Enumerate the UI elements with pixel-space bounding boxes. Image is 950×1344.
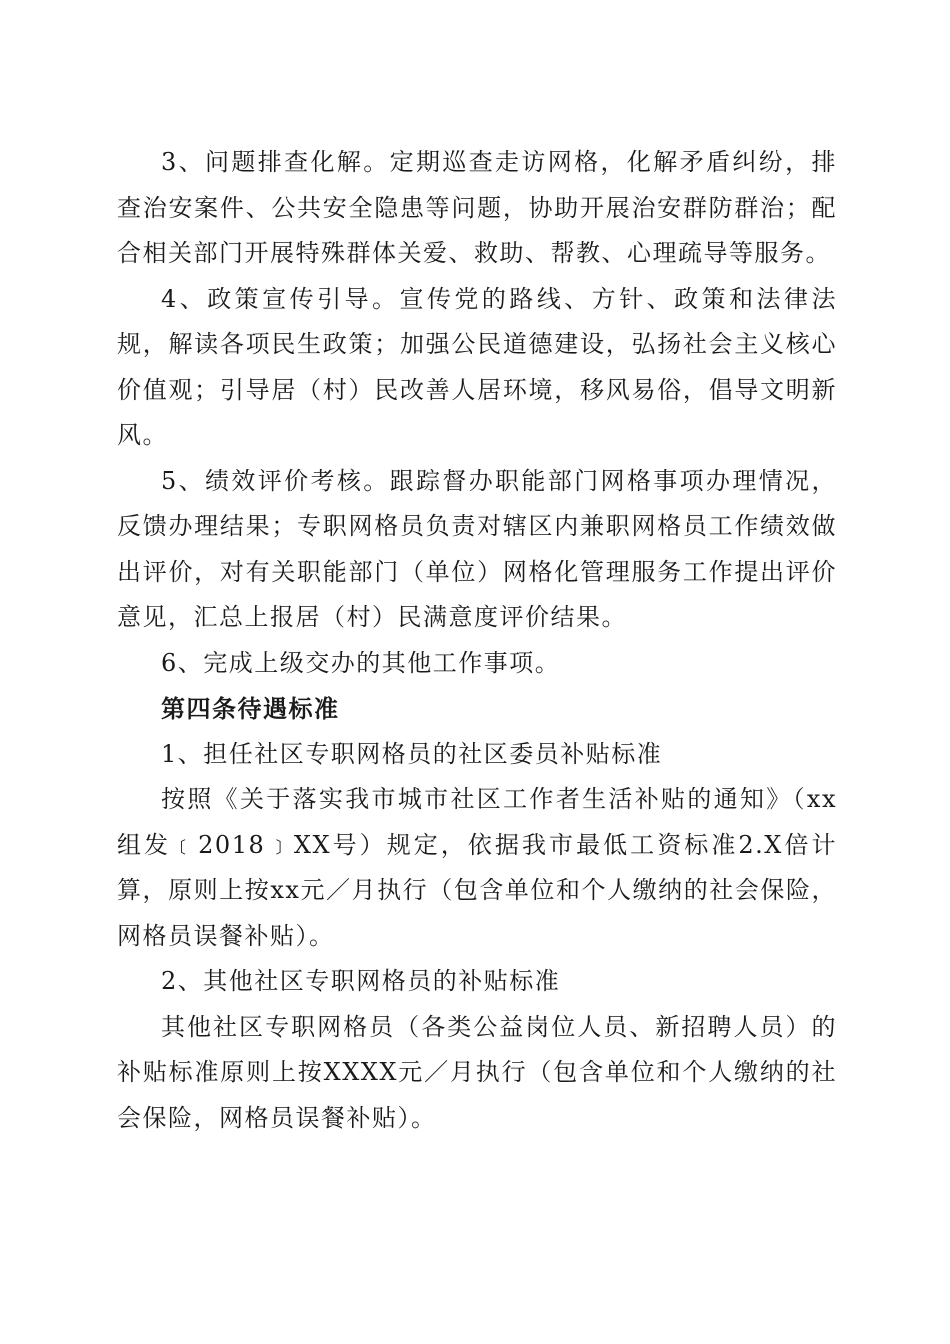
document-page	[117, 140, 837, 1141]
section-heading: 第四条待遇标准	[161, 694, 340, 723]
paragraph-item-4: 4、政策宣传引导。宣传党的路线、方针、政策和法律法规，解读各项民生政策；加强公民道德建设，弘扬社会主义核心价值观；引导居（村）民改善人居环境，移风易俗，倡导文明新风。	[117, 284, 837, 449]
paragraph-item-6: 6、完成上级交办的其他工作事项。	[161, 648, 561, 677]
paragraph-subsidy-1: 按照《关于落实我市城市社区工作者生活补贴的通知》（xx组发﹝2018﹞XX号）规定，依据我市最低工资标准2.X倍计算，原则上按xx元／月执行（包含单位和个人缴纳的社会保险，网格员误餐补贴）。	[117, 785, 837, 950]
paragraph-subsidy-2: 其他社区专职网格员（各类公益岗位人员、新招聘人员）的补贴标准原则上按XXXX元／月执行（包含单位和个人缴纳的社会保险，网格员误餐补贴）。	[117, 1012, 837, 1132]
subsection-title-2: 2、其他社区专职网格员的补贴标准	[161, 967, 561, 995]
paragraph-item-3: 3、问题排查化解。定期巡查走访网格，化解矛盾纠纷，排查治安案件、公共安全隐患等问题，协助开展治安群防群治；配合相关部门开展特殊群体关爱、救助、帮教、心理疏导等服务。	[117, 148, 837, 267]
subsection-title-1: 1、担任社区专职网格员的社区委员补贴标准	[161, 739, 663, 768]
paragraph-item-5: 5、绩效评价考核。跟踪督办职能部门网格事项办理情况，反馈办理结果；专职网格员负责对辖区内兼职网格员工作绩效做出评价，对有关职能部门（单位）网格化管理服务工作提出评价意见，汇总上报居（村）民满意度评价结果。	[117, 466, 837, 631]
